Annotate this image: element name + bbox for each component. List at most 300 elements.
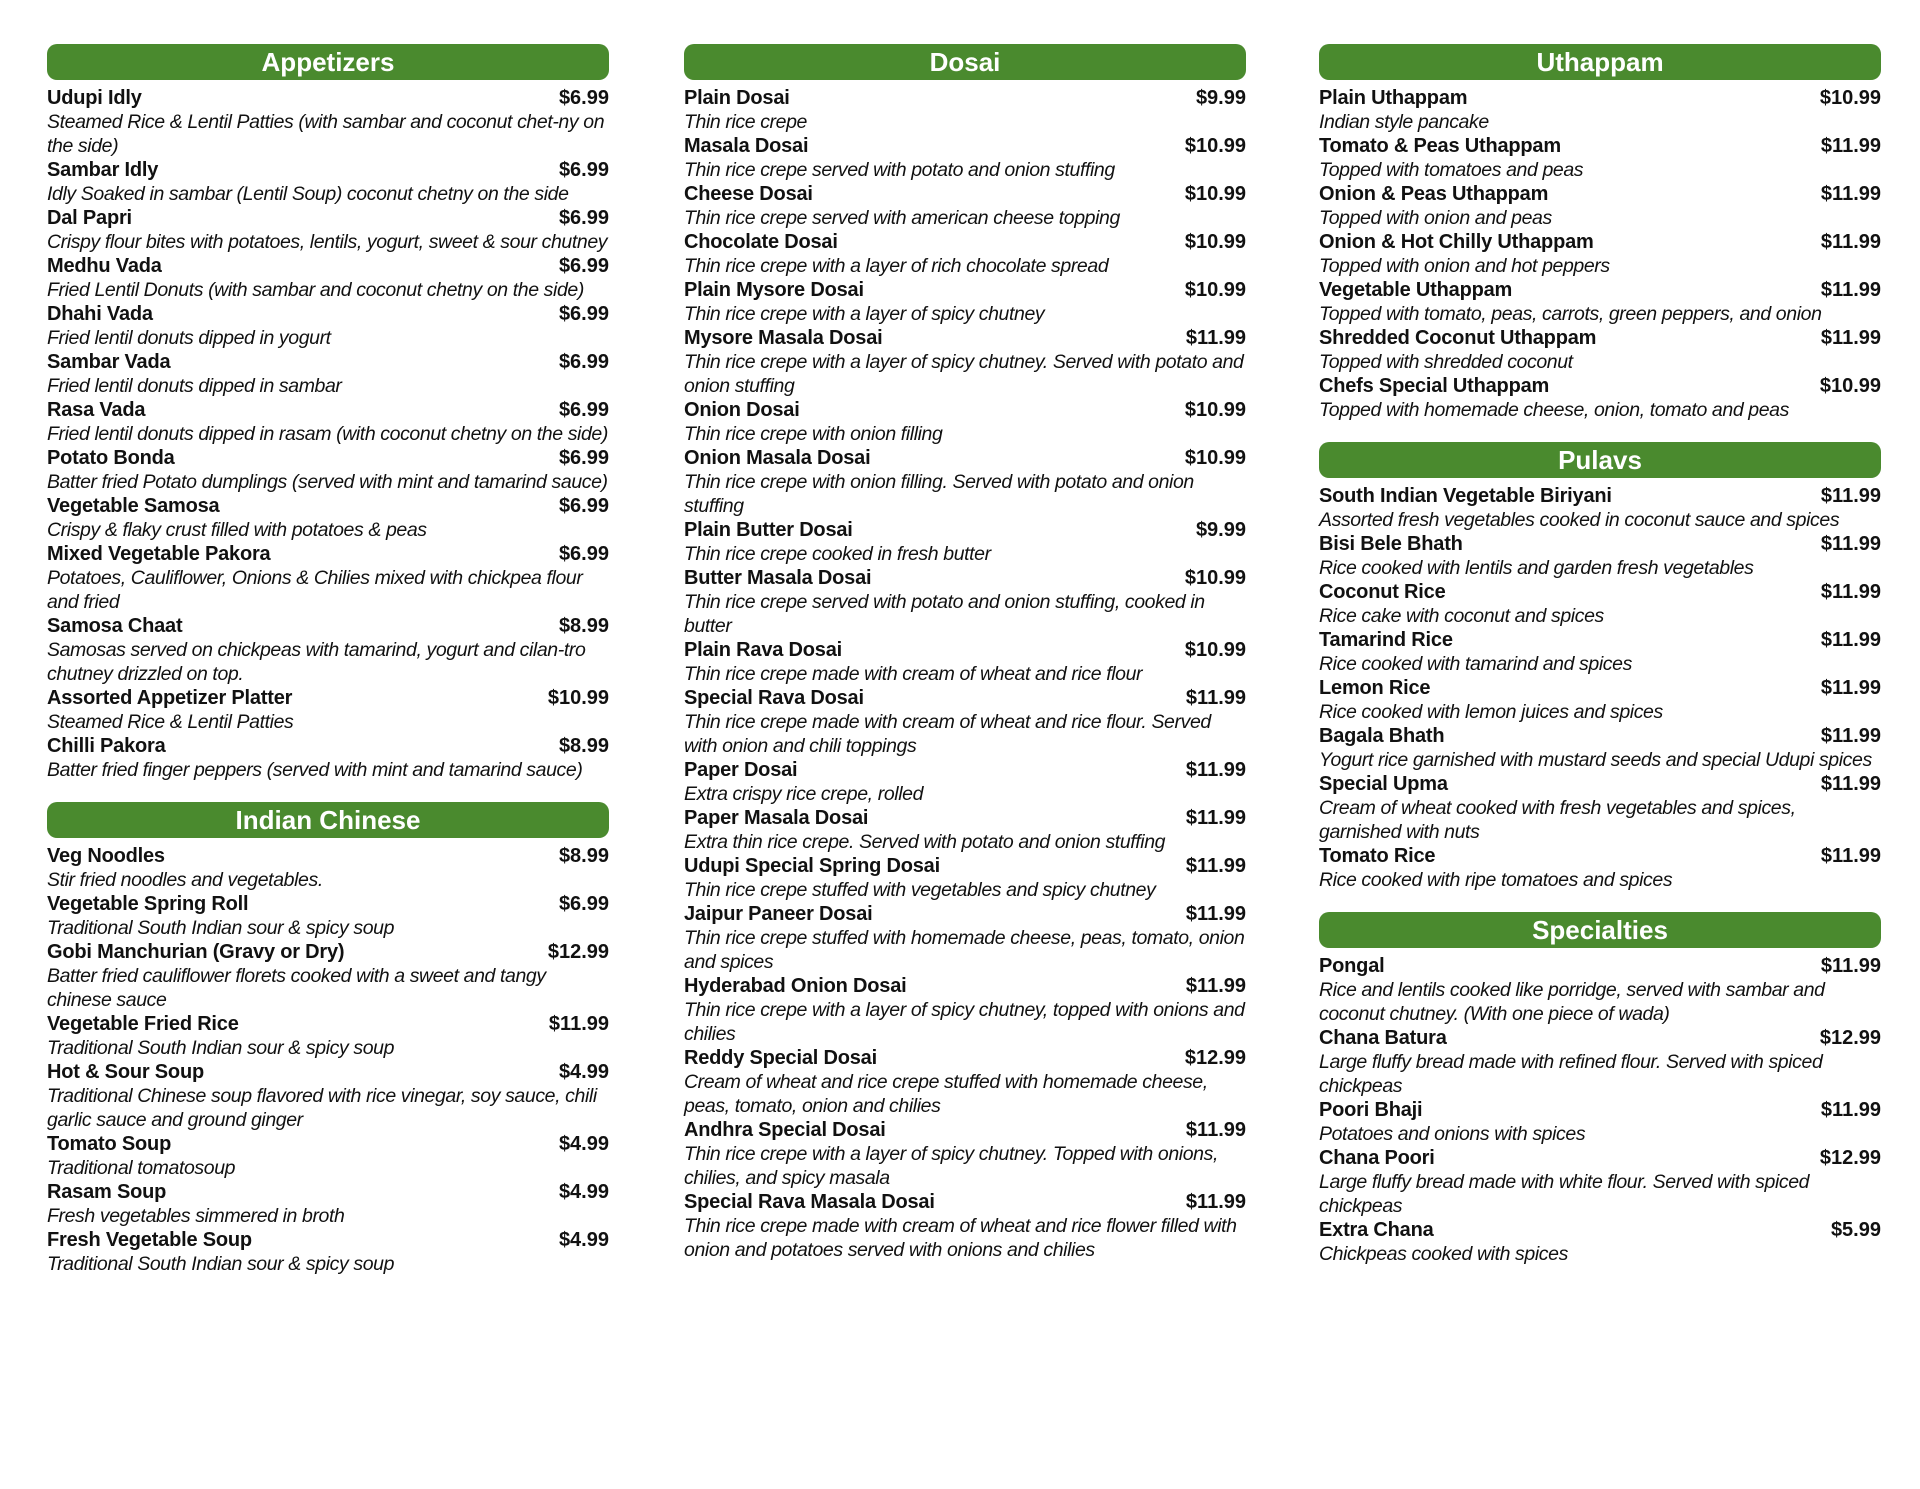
menu-item <box>47 494 609 542</box>
menu-item <box>1319 230 1881 278</box>
section-specialties <box>1319 912 1881 1266</box>
menu-item-price: $11.99 <box>1185 327 1246 349</box>
menu-item-price: $10.99 <box>1184 399 1246 421</box>
menu-item-price: $11.99 <box>1820 677 1881 699</box>
menu-item-price: $11.99 <box>1820 955 1881 977</box>
menu-item-description: Samosas served on chickpeas with tamarind, yogurt and cilan-tro chutney drizzled on top. <box>47 639 586 685</box>
menu-item-name: Coconut Rice <box>1319 581 1446 603</box>
menu-item-header <box>684 398 1246 422</box>
menu-item <box>47 254 609 302</box>
menu-item-header <box>684 566 1246 590</box>
menu-item <box>47 892 609 940</box>
section-appetizers <box>47 44 609 782</box>
menu-item-header <box>1319 326 1881 350</box>
menu-item-description: Idly Soaked in sambar (Lentil Soup) coconut chetny on the side <box>47 183 569 205</box>
menu-item-name: Special Rava Masala Dosai <box>684 1191 935 1213</box>
menu-item-name: Bagala Bhath <box>1319 725 1445 747</box>
menu-item-description: Traditional tomatosoup <box>47 1157 236 1179</box>
menu-item <box>1319 724 1881 772</box>
menu-item-description: Thin rice crepe <box>684 111 807 133</box>
menu-item-name: Chana Batura <box>1319 1027 1447 1049</box>
menu-item-price: $6.99 <box>558 303 609 325</box>
menu-item-header <box>684 230 1246 254</box>
menu-item-description: Indian style pancake <box>1319 111 1489 133</box>
menu-item-name: Rasa Vada <box>47 399 146 421</box>
menu-item-description: Thin rice crepe stuffed with homemade cheese, peas, tomato, onion and spices <box>684 927 1245 973</box>
menu-item-description: Thin rice crepe with a layer of rich chocolate spread <box>684 255 1109 277</box>
menu-item-header <box>1319 278 1881 302</box>
menu-item-header <box>1319 230 1881 254</box>
menu-item-description: Traditional South Indian sour & spicy soup <box>47 1253 395 1275</box>
section-title: Pulavs <box>1319 442 1881 478</box>
menu-item <box>47 734 609 782</box>
menu-item-name: Plain Mysore Dosai <box>684 279 864 301</box>
menu-item-name: Sambar Idly <box>47 159 159 181</box>
menu-item-description: Crispy flour bites with potatoes, lentils, yogurt, sweet & sour chutney <box>47 231 608 253</box>
menu-item-description: Thin rice crepe with a layer of spicy chutney. Served with potato and onion stuffing <box>684 351 1244 397</box>
menu-item-name: Masala Dosai <box>684 135 809 157</box>
menu-item-price: $12.99 <box>1819 1147 1881 1169</box>
menu-item <box>47 158 609 206</box>
menu-item-header <box>1319 532 1881 556</box>
menu-item-name: Hyderabad Onion Dosai <box>684 975 907 997</box>
section-title: Uthappam <box>1319 44 1881 80</box>
menu-item-header <box>47 542 609 566</box>
menu-item-description: Rice cake with coconut and spices <box>1319 605 1604 627</box>
menu-item-description: Stir fried noodles and vegetables. <box>47 869 323 891</box>
menu-item <box>684 86 1246 134</box>
menu-item-header <box>1319 134 1881 158</box>
menu-item-header <box>684 326 1246 350</box>
menu-item-header <box>47 1012 609 1036</box>
section-title: Appetizers <box>47 44 609 80</box>
menu-item-name: Hot & Sour Soup <box>47 1061 204 1083</box>
section-indian-chinese <box>47 802 609 1276</box>
menu-item-header <box>47 1228 609 1252</box>
menu-item-name: Vegetable Samosa <box>47 495 220 517</box>
menu-item-description: Traditional South Indian sour & spicy soup <box>47 1037 395 1059</box>
menu-item-name: Plain Dosai <box>684 87 790 109</box>
menu-item <box>684 1190 1246 1262</box>
menu-item-price: $10.99 <box>547 687 609 709</box>
menu-item-description: Topped with homemade cheese, onion, tomato and peas <box>1319 399 1789 421</box>
menu-item <box>684 278 1246 326</box>
menu-item-price: $11.99 <box>548 1013 609 1035</box>
menu-item-header <box>684 1046 1246 1070</box>
menu-item-price: $6.99 <box>558 399 609 421</box>
menu-item-header <box>1319 954 1881 978</box>
menu-item-name: Samosa Chaat <box>47 615 183 637</box>
menu-item-name: Bisi Bele Bhath <box>1319 533 1463 555</box>
menu-item-header <box>47 494 609 518</box>
menu-item-name: Chilli Pakora <box>47 735 166 757</box>
menu-item <box>684 230 1246 278</box>
menu-item-price: $11.99 <box>1820 1099 1881 1121</box>
menu-item-price: $11.99 <box>1820 773 1881 795</box>
section-title: Specialties <box>1319 912 1881 948</box>
menu-item-name: Extra Chana <box>1319 1219 1434 1241</box>
menu-item-name: Chefs Special Uthappam <box>1319 375 1550 397</box>
menu-item <box>1319 628 1881 676</box>
menu-item <box>47 1060 609 1132</box>
menu-item-price: $4.99 <box>558 1061 609 1083</box>
menu-item-name: Vegetable Uthappam <box>1319 279 1513 301</box>
menu-item-name: Vegetable Spring Roll <box>47 893 249 915</box>
menu-item-name: Pongal <box>1319 955 1385 977</box>
menu-item-description: Topped with tomato, peas, carrots, green peppers, and onion <box>1319 303 1822 325</box>
menu-item-price: $12.99 <box>1819 1027 1881 1049</box>
menu-item-header <box>47 302 609 326</box>
menu-item-header <box>684 1190 1246 1214</box>
menu-item-price: $10.99 <box>1184 567 1246 589</box>
menu-item-name: Onion & Hot Chilly Uthappam <box>1319 231 1594 253</box>
menu-item-header <box>1319 580 1881 604</box>
menu-item <box>684 974 1246 1046</box>
menu-item-description: Fried Lentil Donuts (with sambar and coconut chetny on the side) <box>47 279 584 301</box>
menu-item-description: Traditional Chinese soup flavored with rice vinegar, soy sauce, chili garlic sauce and ground ginger <box>47 1085 597 1131</box>
menu-item <box>1319 134 1881 182</box>
menu-item-header <box>47 686 609 710</box>
menu-item-name: Onion Masala Dosai <box>684 447 871 469</box>
menu-item-description: Potatoes and onions with spices <box>1319 1123 1586 1145</box>
menu-column-2 <box>684 44 1246 1282</box>
menu-item-name: Poori Bhaji <box>1319 1099 1423 1121</box>
menu-item <box>684 758 1246 806</box>
menu-item <box>47 206 609 254</box>
menu-item-name: Paper Dosai <box>684 759 798 781</box>
section-uthappam <box>1319 44 1881 422</box>
menu-item-header <box>47 446 609 470</box>
menu-item-name: Butter Masala Dosai <box>684 567 872 589</box>
menu-item <box>684 566 1246 638</box>
menu-item-header <box>47 614 609 638</box>
menu-item-price: $10.99 <box>1184 639 1246 661</box>
menu-item <box>47 1132 609 1180</box>
menu-item-header <box>1319 724 1881 748</box>
menu-item-header <box>684 446 1246 470</box>
menu-item-name: Fresh Vegetable Soup <box>47 1229 252 1251</box>
menu-item-description: Yogurt rice garnished with mustard seeds and special Udupi spices <box>1319 749 1872 771</box>
menu-item-name: Onion Dosai <box>684 399 800 421</box>
menu-item-price: $11.99 <box>1185 807 1246 829</box>
menu-item-price: $11.99 <box>1820 725 1881 747</box>
menu-item-description: Topped with onion and hot peppers <box>1319 255 1610 277</box>
menu-item-header <box>684 806 1246 830</box>
menu-item <box>1319 532 1881 580</box>
menu-item-price: $10.99 <box>1184 447 1246 469</box>
menu-item-price: $11.99 <box>1820 135 1881 157</box>
menu-item-name: Tomato Soup <box>47 1133 172 1155</box>
menu-item <box>684 1046 1246 1118</box>
menu-item-header <box>684 686 1246 710</box>
menu-item-price: $6.99 <box>558 543 609 565</box>
menu-item-name: Assorted Appetizer Platter <box>47 687 293 709</box>
menu-item-name: South Indian Vegetable Biriyani <box>1319 485 1612 507</box>
menu-item-description: Thin rice crepe with onion filling <box>684 423 943 445</box>
menu-item-header <box>47 350 609 374</box>
menu-item-header <box>684 902 1246 926</box>
menu-item <box>1319 1098 1881 1146</box>
menu-item <box>47 1180 609 1228</box>
menu-item <box>1319 278 1881 326</box>
menu-item <box>684 518 1246 566</box>
menu-item-description: Thin rice crepe made with cream of wheat and rice flower filled with onion and potatoes served with onions and chilies <box>684 1215 1237 1261</box>
menu-item-description: Rice cooked with lemon juices and spices <box>1319 701 1663 723</box>
menu-item-description: Topped with tomatoes and peas <box>1319 159 1584 181</box>
menu-item-name: Plain Rava Dosai <box>684 639 842 661</box>
menu-item-price: $11.99 <box>1820 327 1881 349</box>
menu-item-header <box>684 974 1246 998</box>
menu-item-description: Batter fried finger peppers (served with mint and tamarind sauce) <box>47 759 583 781</box>
menu-item <box>1319 772 1881 844</box>
menu-item-name: Reddy Special Dosai <box>684 1047 877 1069</box>
menu-item-name: Jaipur Paneer Dosai <box>684 903 873 925</box>
menu-item-name: Chocolate Dosai <box>684 231 838 253</box>
menu-item <box>684 1118 1246 1190</box>
menu-item-price: $11.99 <box>1185 1119 1246 1141</box>
menu-item-name: Special Rava Dosai <box>684 687 864 709</box>
menu-item-name: Plain Uthappam <box>1319 87 1468 109</box>
menu-item-name: Tomato Rice <box>1319 845 1436 867</box>
menu-item <box>684 446 1246 518</box>
menu-item-price: $11.99 <box>1820 629 1881 651</box>
menu-item <box>1319 1218 1881 1266</box>
menu-item <box>47 542 609 614</box>
menu-item-name: Shredded Coconut Uthappam <box>1319 327 1597 349</box>
menu-item-header <box>684 86 1246 110</box>
menu-item-price: $11.99 <box>1185 975 1246 997</box>
menu-item <box>47 86 609 158</box>
menu-item-price: $6.99 <box>558 159 609 181</box>
menu-item <box>684 806 1246 854</box>
menu-item <box>1319 86 1881 134</box>
menu-item-name: Tamarind Rice <box>1319 629 1453 651</box>
menu-item-name: Veg Noodles <box>47 845 165 867</box>
menu-item-price: $11.99 <box>1820 581 1881 603</box>
section-pulavs <box>1319 442 1881 892</box>
menu-item-description: Fried lentil donuts dipped in sambar <box>47 375 342 397</box>
menu-item-price: $12.99 <box>547 941 609 963</box>
menu-item-name: Paper Masala Dosai <box>684 807 869 829</box>
menu-item-price: $10.99 <box>1184 183 1246 205</box>
menu-item-price: $6.99 <box>558 893 609 915</box>
menu-item <box>684 134 1246 182</box>
menu-item-description: Batter fried Potato dumplings (served with mint and tamarind sauce) <box>47 471 608 493</box>
menu-item-header <box>47 1132 609 1156</box>
menu-item-price: $10.99 <box>1819 375 1881 397</box>
menu-item-price: $10.99 <box>1184 279 1246 301</box>
menu-item <box>1319 580 1881 628</box>
menu-item-description: Thin rice crepe made with cream of wheat and rice flour <box>684 663 1143 685</box>
menu-item-name: Mysore Masala Dosai <box>684 327 883 349</box>
menu-item-description: Batter fried cauliflower florets cooked with a sweet and tangy chinese sauce <box>47 965 546 1011</box>
menu-item-description: Thin rice crepe with a layer of spicy chutney, topped with onions and chilies <box>684 999 1245 1045</box>
menu-item-header <box>1319 1218 1881 1242</box>
menu-item-description: Assorted fresh vegetables cooked in coconut sauce and spices <box>1319 509 1840 531</box>
menu-item <box>1319 1026 1881 1098</box>
menu-item-header <box>47 734 609 758</box>
menu-item-header <box>47 1060 609 1084</box>
menu-item-header <box>684 758 1246 782</box>
menu-item-description: Large fluffy bread made with white flour. Served with spiced chickpeas <box>1319 1171 1810 1217</box>
menu-item-price: $11.99 <box>1185 855 1246 877</box>
menu-item <box>684 398 1246 446</box>
menu-item-price: $6.99 <box>558 495 609 517</box>
menu-item <box>1319 954 1881 1026</box>
menu-item-header <box>47 86 609 110</box>
menu-item-name: Rasam Soup <box>47 1181 167 1203</box>
menu-item-name: Cheese Dosai <box>684 183 813 205</box>
menu-item-header <box>684 278 1246 302</box>
menu-item <box>684 854 1246 902</box>
menu-item <box>1319 374 1881 422</box>
menu-item <box>1319 182 1881 230</box>
menu-item-description: Thin rice crepe with a layer of spicy chutney. Topped with onions, chilies, and spicy masala <box>684 1143 1218 1189</box>
menu-column-3 <box>1319 44 1881 1286</box>
menu-column-1 <box>47 44 609 1296</box>
section-title: Indian Chinese <box>47 802 609 838</box>
menu-item-price: $9.99 <box>1195 519 1246 541</box>
menu-item <box>47 614 609 686</box>
menu-item-description: Thin rice crepe made with cream of wheat and rice flour. Served with onion and chili toppings <box>684 711 1211 757</box>
menu-item-description: Thin rice crepe cooked in fresh butter <box>684 543 991 565</box>
menu-item-name: Mixed Vegetable Pakora <box>47 543 271 565</box>
menu-item-description: Thin rice crepe stuffed with vegetables and spicy chutney <box>684 879 1156 901</box>
menu-item <box>47 686 609 734</box>
menu-item <box>47 940 609 1012</box>
menu-item <box>47 844 609 892</box>
menu-item <box>684 638 1246 686</box>
menu-item-header <box>1319 86 1881 110</box>
menu-item-price: $11.99 <box>1820 485 1881 507</box>
menu-item-name: Plain Butter Dosai <box>684 519 853 541</box>
menu-item-header <box>1319 1146 1881 1170</box>
menu-item-description: Thin rice crepe served with american cheese topping <box>684 207 1120 229</box>
menu-item-description: Large fluffy bread made with refined flour. Served with spiced chickpeas <box>1319 1051 1823 1097</box>
menu-item <box>1319 844 1881 892</box>
menu-item-description: Traditional South Indian sour & spicy soup <box>47 917 395 939</box>
menu-item-price: $11.99 <box>1820 533 1881 555</box>
menu-item <box>1319 326 1881 374</box>
menu-item-description: Rice and lentils cooked like porridge, served with sambar and coconut chutney. (With one piece of wada) <box>1319 979 1825 1025</box>
menu-item-name: Sambar Vada <box>47 351 171 373</box>
menu-item <box>47 302 609 350</box>
menu-item-price: $6.99 <box>558 351 609 373</box>
menu-item-name: Dal Papri <box>47 207 132 229</box>
menu-item-description: Steamed Rice & Lentil Patties (with sambar and coconut chet-ny on the side) <box>47 111 605 157</box>
menu-item-name: Dhahi Vada <box>47 303 153 325</box>
menu-item-price: $6.99 <box>558 87 609 109</box>
menu-item-price: $4.99 <box>558 1181 609 1203</box>
menu-item-header <box>1319 844 1881 868</box>
menu-item <box>1319 484 1881 532</box>
menu-item-name: Onion & Peas Uthappam <box>1319 183 1549 205</box>
menu-item-description: Thin rice crepe served with potato and onion stuffing, cooked in butter <box>684 591 1205 637</box>
menu-item-description: Crispy & flaky crust filled with potatoes & peas <box>47 519 427 541</box>
menu-item-description: Thin rice crepe with a layer of spicy chutney <box>684 303 1045 325</box>
menu-item-description: Cream of wheat and rice crepe stuffed with homemade cheese, peas, tomato, onion and chilies <box>684 1071 1208 1117</box>
menu-item-name: Potato Bonda <box>47 447 175 469</box>
menu-item-price: $6.99 <box>558 207 609 229</box>
menu-item-header <box>47 844 609 868</box>
section-title: Dosai <box>684 44 1246 80</box>
menu-item-name: Gobi Manchurian (Gravy or Dry) <box>47 941 345 963</box>
menu-item-description: Thin rice crepe served with potato and onion stuffing <box>684 159 1115 181</box>
menu-item-price: $11.99 <box>1185 687 1246 709</box>
menu-item-price: $11.99 <box>1820 231 1881 253</box>
menu-item-price: $11.99 <box>1820 183 1881 205</box>
menu-item-price: $4.99 <box>558 1133 609 1155</box>
menu-item-price: $10.99 <box>1184 135 1246 157</box>
menu-item-description: Thin rice crepe with onion filling. Served with potato and onion stuffing <box>684 471 1194 517</box>
menu-item-header <box>47 254 609 278</box>
menu-item-header <box>47 1180 609 1204</box>
menu-item-price: $10.99 <box>1184 231 1246 253</box>
menu-item-description: Steamed Rice & Lentil Patties <box>47 711 294 733</box>
menu-item-price: $4.99 <box>558 1229 609 1251</box>
menu-item-description: Topped with onion and peas <box>1319 207 1552 229</box>
menu-item-description: Extra thin rice crepe. Served with potato and onion stuffing <box>684 831 1166 853</box>
menu-item <box>47 350 609 398</box>
menu-item-header <box>47 892 609 916</box>
menu-item-price: $11.99 <box>1820 845 1881 867</box>
menu-item-header <box>47 206 609 230</box>
menu-item-header <box>1319 628 1881 652</box>
menu-item-price: $9.99 <box>1195 87 1246 109</box>
menu-item <box>684 182 1246 230</box>
menu-item-price: $11.99 <box>1820 279 1881 301</box>
menu-item-description: Fresh vegetables simmered in broth <box>47 1205 345 1227</box>
menu-item-description: Rice cooked with tamarind and spices <box>1319 653 1632 675</box>
menu-item-description: Extra crispy rice crepe, rolled <box>684 783 924 805</box>
section-dosai <box>684 44 1246 1262</box>
menu-item-price: $11.99 <box>1185 1191 1246 1213</box>
menu-item-name: Lemon Rice <box>1319 677 1431 699</box>
menu-item-header <box>1319 676 1881 700</box>
menu-item <box>47 1012 609 1060</box>
menu-item-price: $11.99 <box>1185 903 1246 925</box>
menu-item-header <box>1319 1098 1881 1122</box>
menu-item-header <box>684 1118 1246 1142</box>
menu-item-price: $10.99 <box>1819 87 1881 109</box>
menu-item-header <box>47 158 609 182</box>
menu-item-name: Special Upma <box>1319 773 1448 795</box>
menu-item-name: Andhra Special Dosai <box>684 1119 886 1141</box>
menu-item-price: $6.99 <box>558 255 609 277</box>
menu-item <box>684 686 1246 758</box>
menu-item-description: Potatoes, Cauliflower, Onions & Chilies mixed with chickpea flour and fried <box>47 567 583 613</box>
menu-item-header <box>1319 772 1881 796</box>
menu-item-price: $8.99 <box>558 615 609 637</box>
menu-item-name: Medhu Vada <box>47 255 162 277</box>
menu-item-header <box>684 182 1246 206</box>
menu-item-header <box>1319 484 1881 508</box>
menu-item-description: Fried lentil donuts dipped in yogurt <box>47 327 331 349</box>
menu-item-name: Chana Poori <box>1319 1147 1435 1169</box>
menu-item-price: $5.99 <box>1830 1219 1881 1241</box>
menu-item <box>47 1228 609 1276</box>
menu-item-description: Fried lentil donuts dipped in rasam (with coconut chetny on the side) <box>47 423 608 445</box>
menu-item-price: $11.99 <box>1185 759 1246 781</box>
menu-item <box>684 326 1246 398</box>
menu-item-description: Rice cooked with lentils and garden fresh vegetables <box>1319 557 1754 579</box>
menu-item-header <box>1319 1026 1881 1050</box>
menu-item <box>684 902 1246 974</box>
menu-item-header <box>47 398 609 422</box>
menu-item-name: Udupi Idly <box>47 87 142 109</box>
menu-item <box>47 398 609 446</box>
menu-item <box>1319 676 1881 724</box>
